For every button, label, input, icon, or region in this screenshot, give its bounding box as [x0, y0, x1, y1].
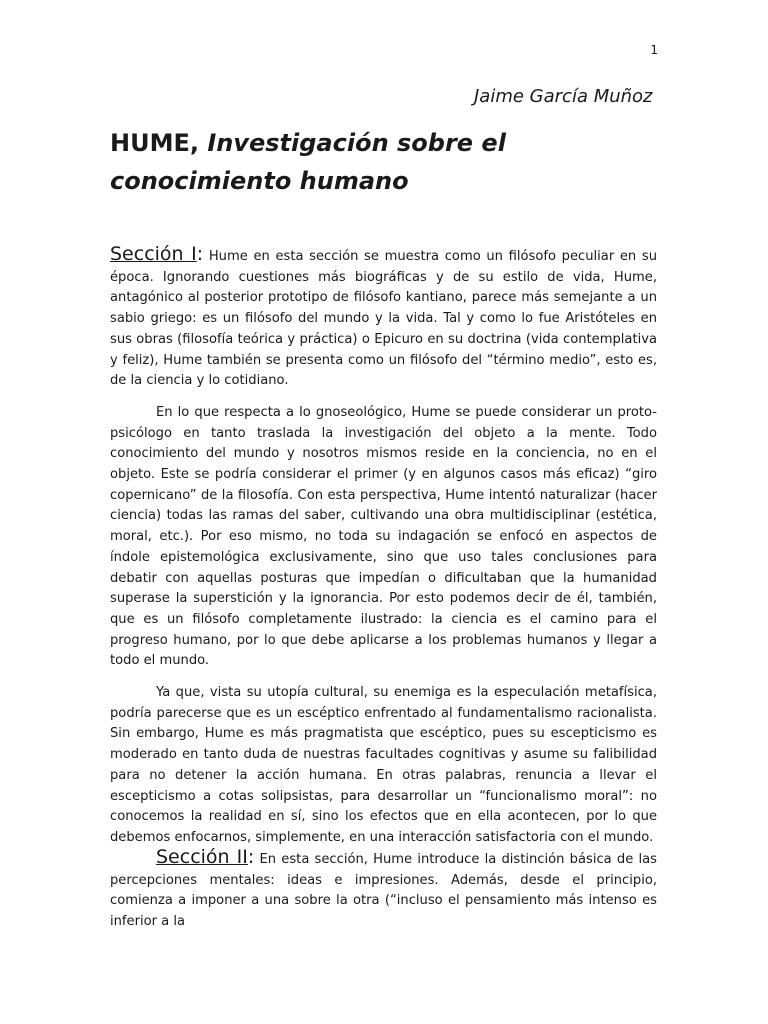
author-name: Jaime García Muñoz [474, 86, 653, 107]
section-2 [110, 847, 657, 944]
section-1-paragraph-2: En lo que respecta a lo gnoseológico, Hume se puede considerar un proto-psicólogo en tanto traslada la investigación del objeto a la mente. Todo conocimiento del mundo y nosotros mismos reside en la conciencia, no en el objeto. Este se podría considerar el primer (y en algunos casos más eficaz) “giro copernicano” de la filosofía. Con esta perspectiva, Hume intentó naturalizar (hacer ciencia) todas las ramas del saber, cultivando una obra multidisciplinar (estética, moral, etc.). Por eso mismo, no toda su indagación se enfocó en aspectos de índole epistemológica exclusivamente, sino que uso tales conclusiones para debatir con aquellas posturas que impedían o dificultaban que la humanidad superase la superstición y la ignorancia. Por esto podemos decir de él, también, que es un filósofo completamente ilustrado: la ciencia es el camino para el progreso humano, por lo que debe aplicarse a los problemas humanos y llegar a todo el mundo. [110, 404, 657, 669]
section-2-paragraph-1-text: En esta sección, Hume introduce la distinción básica de las percepciones mentales: ideas e impresiones. Además, desde el principio, comienza a imponer a una sobre la otra (“incluso el pensamiento más intenso es inferior a la [110, 852, 657, 930]
section-1-heading: Sección I [110, 243, 197, 265]
section-1-paragraph-3: Ya que, vista su utopía cultural, su enemiga es la especulación metafísica, podría parecerse que es un escéptico enfrentado al fundamentalismo racionalista. Sin embargo, Hume es más pragmatista que escéptico, pues su escepticismo es moderado en tanto duda de nuestras facultades cognitivas y asume su falibilidad para no detener la acción humana. En otras palabras, renuncia a llevar el escepticismo a cotas solipsistas, para desarrollar un “funcionalismo moral”: no conocemos la realidad en sí, sino los efectos que en ella acontecen, por lo que debemos enfocarnos, simplemente, en una interacción satisfactoria con el mundo. [110, 685, 657, 845]
section-1-paragraph-1-text: Hume en esta sección se muestra como un filósofo peculiar en su época. Ignorando cuestiones más biográficas y de su estilo de vida, Hume, antagónico al posterior prototipo de filósofo kantiano, parece más semejante a un sabio griego: es un filósofo del mundo y la vida. Tal y como lo fue Aristóteles en sus obras (filosofía teórica y práctica) o Epicuro en su doctrina (vida contemplativa y feliz), Hume también se presenta como un filósofo del “término medio”, esto es, de la ciencia y lo cotidiano. [110, 249, 658, 389]
title-italic-part: Investigación sobre el conocimiento humano [110, 129, 506, 195]
page-number: 1 [650, 43, 658, 57]
section-1 [110, 244, 657, 860]
section-2-colon: : [247, 846, 255, 868]
section-2-heading: Sección II [156, 846, 248, 868]
title-bold-part: HUME, [110, 129, 208, 157]
section-2-paragraph-1 [110, 847, 657, 933]
section-1-paragraph-1 [110, 244, 657, 392]
section-1-colon: : [196, 243, 204, 265]
document-title [110, 124, 670, 200]
